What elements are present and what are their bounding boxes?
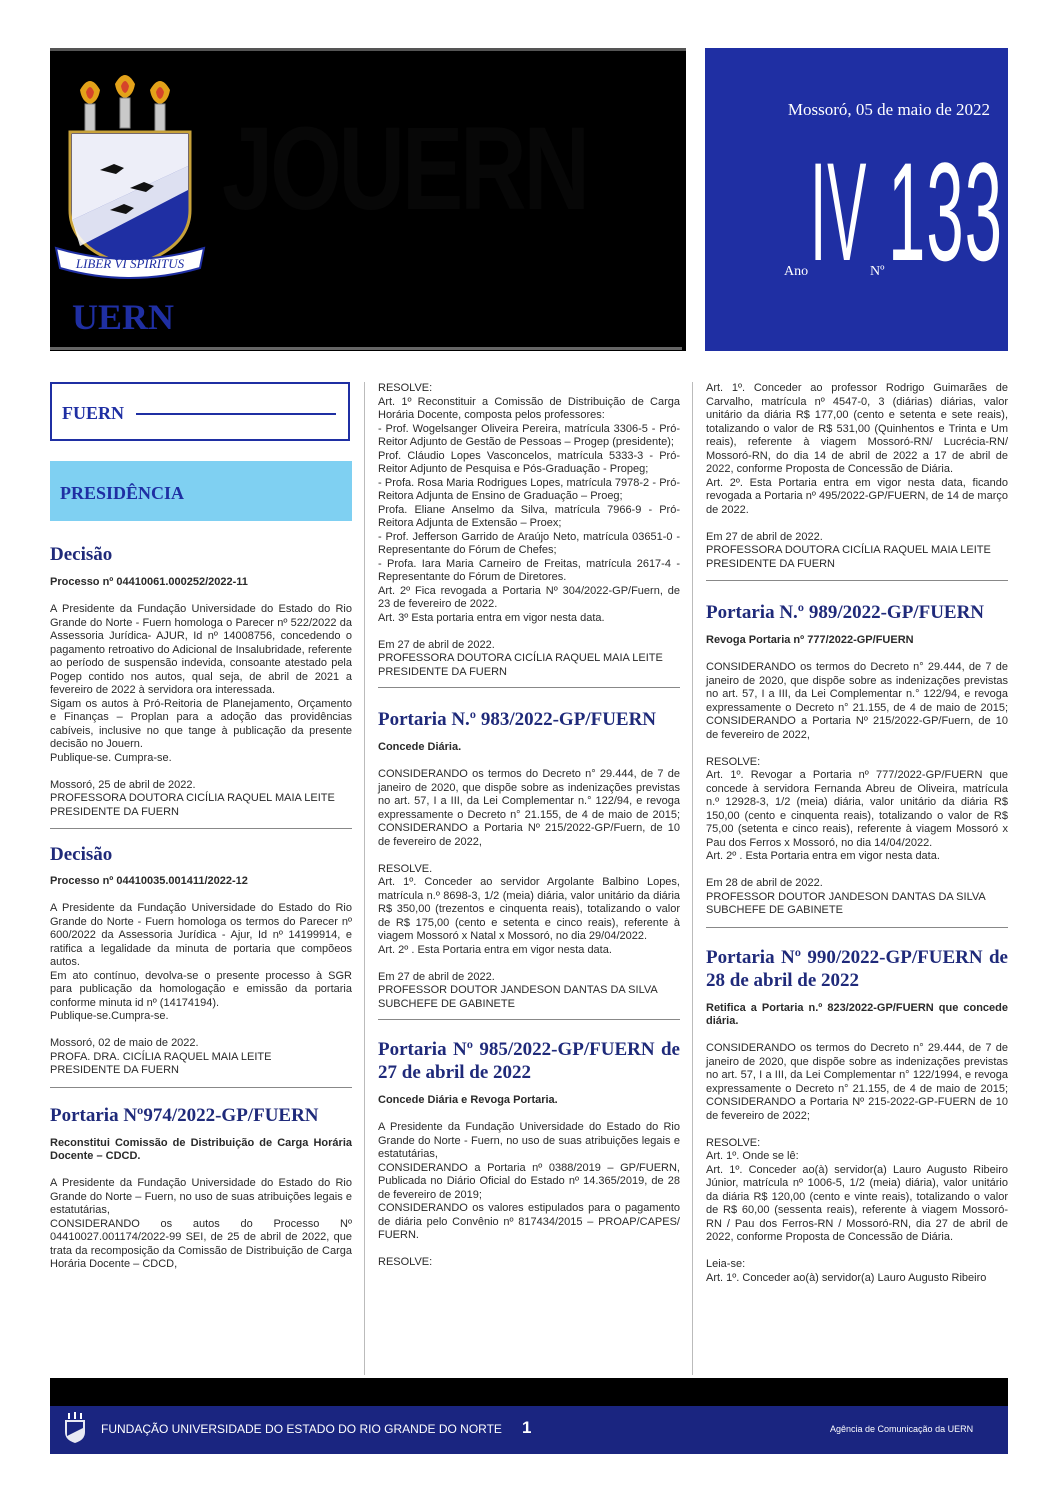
portaria-983-considerando: CONSIDERANDO os termos do Decreto n° 29.444, de 7 de janeiro de 2020, que dispõe sobre as indenizações previstas no art. 57, I a III, da Lei Complementar n.° 122/94, e revoga expressamente o Decreto n° 21.155, de 4 de maio de 2015; CONSIDERANDO a Portaria Nº 215/2022-GP/Fuern, de 10 de fevereiro de 2022, (378, 768, 680, 848)
portaria-990-considerando: CONSIDERANDO os termos do Decreto n° 29.444, de 7 de janeiro de 2020, que dispõe sobre as indenizações previstas no art. 57, I a III, da Lei Complementar n° 122/1994, e revoga expressamente o Decreto n° 21.155, de 4 de maio de 2015; CONSIDERANDO a Portaria Nº 215-2022-GP-FUERN de 10 de fevereiro de 2022; (706, 1042, 1008, 1122)
portaria-974-resolve: RESOLVE: (378, 382, 433, 394)
portaria-974-art1: Art. 1º Reconstituir a Comissão de Distribuição de Carga Horária Docente, composta pelos professores: (378, 395, 680, 421)
decisao-1-title: Decisão (50, 544, 113, 565)
portaria-985-body: A Presidente da Fundação Universidade do Estado do Rio Grande do Norte - Fuern, no uso de suas atribuições legais e estatutárias, (378, 1121, 680, 1160)
decisao-1-body: A Presidente da Fundação Universidade do Estado do Rio Grande do Norte - Fuern homologa o Parecer nº 522/2022 da Assessoria Jurídica- AJUR, Id nº 14008756, concedendo o pagamento retroativo do Adicional de Insalubridade, referente ao período de suspensão indevida, consoante atestado pela Pogep contido nos autos, qual seja, de abril de 2021 a fevereiro de 2022 à servidora ora interessada. (50, 603, 352, 696)
masthead-top-rule (50, 48, 686, 51)
portaria-985-role: PRESIDENTE DA FUERN (706, 557, 835, 570)
portaria-985-art1: Art. 1º. Conceder ao professor Rodrigo Guimarães de Carvalho, matrícula nº 4547-0, 3 (diárias) diárias, valor unitário da diária R$ 177,00 (cento e setenta e sete reais), totalizando o valor de R$ 531,00 (Quinhentos e Trinta e Um reais), referente à viagem Mossoró-RN/ Lucrécia-RN/ Mossoró-RN, do dia 14 de abril de 2022 a 17 de abril de 2022, conforme Proposta de Concessão de Diária. (706, 382, 1008, 475)
portaria-989-signatory: PROFESSOR DOUTOR JANDESON DANTAS DA SILVA (706, 890, 986, 903)
portaria-989-role: SUBCHEFE DE GABINETE (706, 904, 843, 916)
logo-motto: LIBER VI SPIRITUS (75, 256, 185, 271)
portaria-989-art2: Art. 2º . Esta Portaria entra em vigor nesta data. (706, 850, 940, 862)
portaria-989-date: Em 28 de abril de 2022. (706, 877, 823, 889)
portaria-990-leia-se: Leia-se: (706, 1258, 746, 1270)
portaria-974-body-2: CONSIDERANDO os autos do Processo Nº 04410027.001174/2022-99 SEI, de 25 de abril de 2022, que trata da recomposição da Comissão de Distribuição de Carga Horária Docente – CDCD, (50, 1217, 352, 1270)
portaria-983-resolve: RESOLVE. (378, 862, 433, 875)
portaria-989-subtitle: Revoga Portaria nº 777/2022-GP/FUERN (706, 634, 914, 646)
year-label: Ano (784, 264, 809, 279)
column-divider (692, 382, 693, 1375)
column-divider (364, 382, 365, 1375)
portaria-989-art1: Art. 1º. Revogar a Portaria nº 777/2022-GP/FUERN que concede à servidora Fernanda Abreu de Oliveira, matrícula n.º 12928-3, 1/2 (meia) diária, valor unitário da diária R$ 150,00 (cento e cinquenta reais), totalizando o valor de R$ 75,00 (setenta e cinco reais), referente à viagem Mossoró x Pau dos Ferros x Mossoró, no dia 14/04/2022. (706, 769, 1008, 849)
member-2: Prof. Cláudio Lopes Vasconcelos, matrícula 5333-3 - Pró-Reitor Adjunto de Pesquisa e Pós-Graduação - Propeg; (378, 449, 680, 475)
portaria-990-subtitle: Retifica a Portaria n.º 823/2022-GP/FUERN que concede diária. (706, 1001, 1008, 1027)
portaria-983-signatory: PROFESSOR DOUTOR JANDESON DANTAS DA SILVA (378, 984, 658, 996)
decisao-2-signatory: PROFA. DRA. CICÍLIA RAQUEL MAIA LEITE (50, 1050, 272, 1063)
fuern-section-rule (136, 413, 336, 415)
decisao-1-date: Mossoró, 25 de abril de 2022. (50, 778, 196, 791)
footer-black-band (50, 1378, 1008, 1406)
masthead-bottom-rule (50, 347, 682, 350)
uern-crest-logo (50, 70, 210, 292)
number-value: 133 (888, 133, 1004, 290)
decisao-1-signatory: PROFESSORA DOUTORA CICÍLIA RAQUEL MAIA LEITE (50, 792, 335, 804)
portaria-974-subtitle: Reconstitui Comissão de Distribuição de Carga Horária Docente – CDCD. (50, 1136, 352, 1162)
portaria-990-art1-corrected: Art. 1º. Conceder ao(à) servidor(a) Lauro Augusto Ribeiro (706, 1271, 987, 1284)
portaria-990-title: Portaria Nº 990/2022-GP/FUERN de 28 de abril de 2022 (706, 946, 1008, 991)
portaria-990-resolve: RESOLVE: (706, 1136, 761, 1149)
portaria-990-onde-se-le: Art. 1º. Onde se lê: (706, 1150, 799, 1162)
portaria-985-signatory: PROFESSORA DOUTORA CICÍLIA RAQUEL MAIA LEITE (706, 544, 991, 556)
member-1: - Prof. Wogelsanger Oliveira Pereira, matrícula 3306-5 - Pró-Reitor Adjunto de Gestão de Pessoas – Progep (presidente); (378, 422, 680, 448)
fuern-section-label: FUERN (62, 403, 124, 423)
portaria-983-subtitle: Concede Diária. (378, 741, 462, 753)
decisao-1-process: Processo nº 04410061.000252/2022-11 (50, 576, 248, 588)
portaria-985-body-3: CONSIDERANDO os valores estipulados para o pagamento de diária pelo Convênio nº 817434/2015 – PROAP/CAPES/ FUERN. (378, 1202, 680, 1241)
portaria-974-date: Em 27 de abril de 2022. (378, 638, 495, 651)
portaria-989-title: Portaria N.º 989/2022-GP/FUERN (706, 602, 985, 623)
member-3: - Profa. Rosa Maria Rodrigues Lopes, matrícula 7978-2 - Pró-Reitora Adjunta de Ensino de Graduação – Proeg; (378, 476, 680, 502)
portaria-974-body: A Presidente da Fundação Universidade do Estado do Rio Grande do Norte – Fuern, no uso de suas atribuições legais e estatutárias, (50, 1177, 352, 1216)
decisao-2-body-3: Publique-se.Cumpra-se. (50, 1010, 169, 1022)
decisao-1-role: PRESIDENTE DA FUERN (50, 805, 179, 818)
presidencia-section-label: PRESIDÊNCIA (60, 483, 185, 503)
portaria-985-date: Em 27 de abril de 2022. (706, 530, 823, 543)
logo-wordmark: UERN (72, 297, 175, 337)
decisao-1-body-3: Publique-se. Cumpra-se. (50, 751, 172, 764)
column-1 (50, 543, 352, 1272)
number-label: Nº (870, 264, 885, 279)
decisao-2-role: PRESIDENTE DA FUERN (50, 1064, 179, 1076)
portaria-985-body-2: CONSIDERANDO a Portaria nº 0388/2019 – GP/FUERN, Publicada no Diário Oficial do Estado nº 14.365/2019, de 28 de fevereiro de 2019; (378, 1161, 680, 1201)
portaria-983-role: SUBCHEFE DE GABINETE (378, 997, 515, 1010)
portaria-985-resolve: RESOLVE: (378, 1256, 433, 1268)
decisao-2-process: Processo nº 04410035.001411/2022-12 (50, 875, 248, 887)
portaria-974-title: Portaria Nº974/2022-GP/FUERN (50, 1104, 319, 1126)
year-value: IV (810, 133, 868, 290)
footer-institution: FUNDAÇÃO UNIVERSIDADE DO ESTADO DO RIO GRANDE DO NORTE (101, 1422, 502, 1436)
issue-date: Mossoró, 05 de maio de 2022 (787, 100, 990, 119)
member-6: - Profa. Iara Maria Carneiro de Freitas, matrícula 2617-4 - Representante do Fórum de Diretores. (378, 557, 680, 583)
portaria-983-title: Portaria N.º 983/2022-GP/FUERN (378, 709, 657, 730)
portaria-974-role: PRESIDENTE DA FUERN (378, 665, 507, 678)
portaria-983-date: Em 27 de abril de 2022. (378, 970, 495, 983)
portaria-985-subtitle: Concede Diária e Revoga Portaria. (378, 1094, 558, 1106)
portaria-985-title: Portaria Nº 985/2022-GP/FUERN de 27 de abril de 2022 (378, 1039, 680, 1083)
decisao-1-body-2: Sigam os autos à Pró-Reitoria de Planejamento, Orçamento e Finanças – Proplan para a adoção das providências cabíveis, inclusive no que tange à publicação da presente decisão no Jouern. (50, 697, 352, 750)
page-number: 1 (522, 1418, 532, 1437)
footer-agency: Agência de Comunicação da UERN (830, 1424, 974, 1434)
portaria-985-art2: Art. 2º. Esta Portaria entra em vigor nesta data, ficando revogada a Portaria nº 495/2022-GP/FUERN, de 14 de março de 2022. (706, 476, 1008, 516)
column-3 (706, 382, 1008, 1285)
portaria-990-art1: Art. 1º. Conceder ao(à) servidor(a) Lauro Augusto Ribeiro Júnior, matrícula nº 1006-5, 1/2 (meia) diária), valor unitário da diária R$ 120,00 (cento e vinte reais), totalizando o valor de R$ 60,00 (sessenta reais), referente à viagem Mossoró-RN / Pau dos Ferros-RN / Mossoró-RN, dia 27 de abril de 2022, conforme Proposta de Concessão de Diária. (706, 1163, 1008, 1243)
portaria-974-signatory: PROFESSORA DOUTORA CICÍLIA RAQUEL MAIA LEITE (378, 652, 663, 664)
portaria-989-considerando: CONSIDERANDO os termos do Decreto n° 29.444, de 7 de janeiro de 2020, que dispõe sobre as indenizações previstas no art. 57, I a III, da Lei Complementar n.° 122/94, e revoga expressamente o Decreto n° 21.155, de 4 de maio de 2015; CONSIDERANDO a Portaria Nº 215/2022-GP/Fuern, de 10 de fevereiro de 2022, (706, 661, 1008, 741)
portaria-989-resolve: RESOLVE: (706, 755, 761, 768)
footer-crest-icon (62, 1412, 88, 1444)
decisao-2-body: A Presidente da Fundação Universidade do Estado do Rio Grande do Norte - Fuern homologa os termos do Parecer nº 600/2022 da Assessoria Jurídica - Ajur, Id nº 14199914, e ratifica a legalidade da minuta de portaria que compõeos autos. (50, 902, 352, 968)
member-5: - Prof. Jefferson Garrido de Araújo Neto, matrícula 03651-0 - Representante do Fórum de Chefes; (378, 530, 680, 556)
column-2 (378, 382, 680, 1270)
decisao-2-title: Decisão (50, 844, 113, 865)
decisao-2-body-2: Em ato contínuo, devolva-se o presente processo à SGR para publicação da homologação e emissão da portaria conforme minuta id nº (14174194). (50, 969, 352, 1009)
portaria-983-art1: Art. 1º. Conceder ao servidor Argolante Balbino Lopes, matrícula n.º 8698-3, 1/2 (meia) diária, valor unitário da diária R$ 350,00 (trezentos e cinquenta reais), totalizando o valor de R$ 175,00 (cento e setenta e cinco reais), referente à viagem Mossoró x Natal x Mossoró, no dia 29/04/2022. (378, 876, 680, 942)
portaria-983-art2: Art. 2º . Esta Portaria entra em vigor nesta data. (378, 943, 612, 956)
portaria-974-art2: Art. 2º Fica revogada a Portaria Nº 304/2022-GP/Fuern, de 23 de fevereiro de 2022. (378, 584, 680, 610)
decisao-2-date: Mossoró, 02 de maio de 2022. (50, 1037, 199, 1049)
masthead-title: JOUERN (222, 103, 587, 235)
member-4: Profa. Eliane Anselmo da Silva, matrícula 7966-9 - Pró-Reitora Adjunta de Extensão – Proex; (378, 503, 680, 529)
portaria-974-art3: Art. 3º Esta portaria entra em vigor nesta data. (378, 611, 605, 624)
